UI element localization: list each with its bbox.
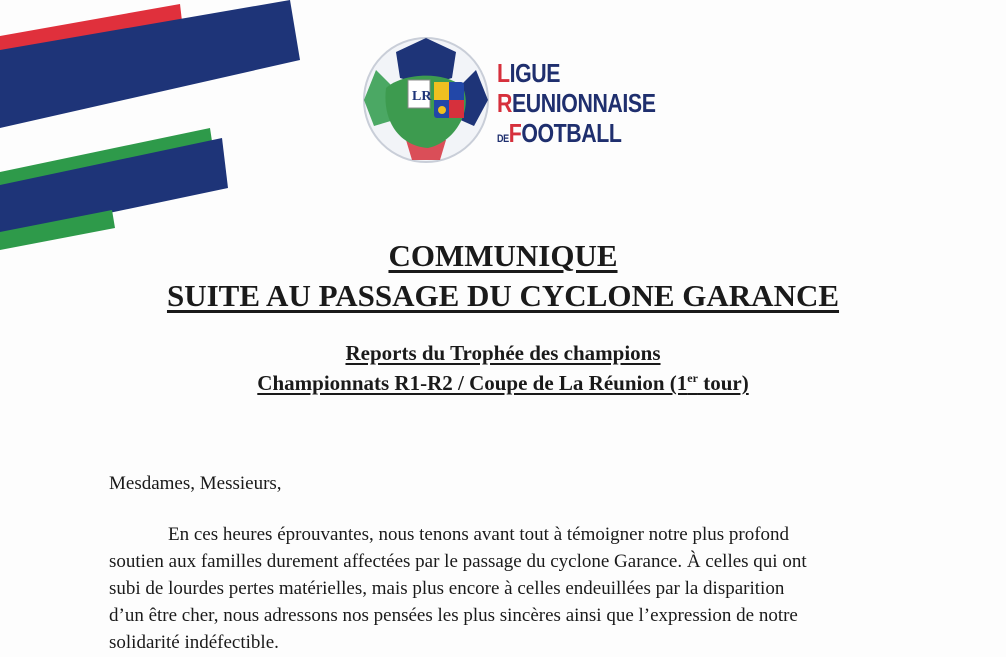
paragraph-line: subi de lourdes pertes matérielles, mais plus encore à celles endeuillées par la disparition	[109, 578, 785, 599]
greeting: Mesdames, Messieurs,	[109, 473, 282, 494]
title-line-2: SUITE AU PASSAGE DU CYCLONE GARANCE	[166, 278, 840, 313]
logo-word-reunionnaise: EUNIONNAISE	[511, 88, 656, 118]
football-emblem-icon	[356, 30, 496, 170]
logo-initial-r: R	[497, 88, 512, 118]
league-logo	[356, 30, 656, 170]
paragraph-line: En ces heures éprouvantes, nous tenons avant tout à témoigner notre plus profond	[168, 524, 790, 545]
emblem-letters: LR	[412, 89, 432, 104]
body-paragraph	[109, 521, 909, 656]
logo-line-3	[497, 118, 656, 154]
document-subtitle	[0, 338, 1006, 398]
logo-line-2	[497, 88, 656, 118]
logo-word-football: OOTBALL	[521, 118, 622, 148]
logo-word-de: DE	[497, 133, 509, 145]
title-line-1: COMMUNIQUE	[388, 238, 618, 273]
paragraph-line: solidarité indéfectible.	[109, 632, 279, 653]
subtitle-line-1: Reports du Trophée des champions	[345, 341, 661, 365]
subtitle-line-2	[0, 368, 1006, 398]
logo-word-ligue: IGUE	[509, 58, 561, 88]
logo-initial-l: L	[497, 58, 510, 88]
league-name	[497, 58, 690, 154]
logo-initial-f: F	[508, 118, 522, 148]
document-title	[0, 236, 1006, 316]
paragraph-line: d’un être cher, nous adressons nos pensées les plus sincères ainsi que l’expression de notre	[109, 605, 798, 626]
subtitle-superscript: er	[687, 371, 698, 385]
paragraph-line: soutien aux familles durement affectées par le passage du cyclone Garance. À celles qui ont	[109, 551, 807, 572]
subtitle-line-2-main: Championnats R1-R2 / Coupe de La Réunion (1	[257, 371, 688, 395]
subtitle-line-2-end: tour)	[697, 371, 749, 395]
logo-line-1	[497, 58, 656, 88]
